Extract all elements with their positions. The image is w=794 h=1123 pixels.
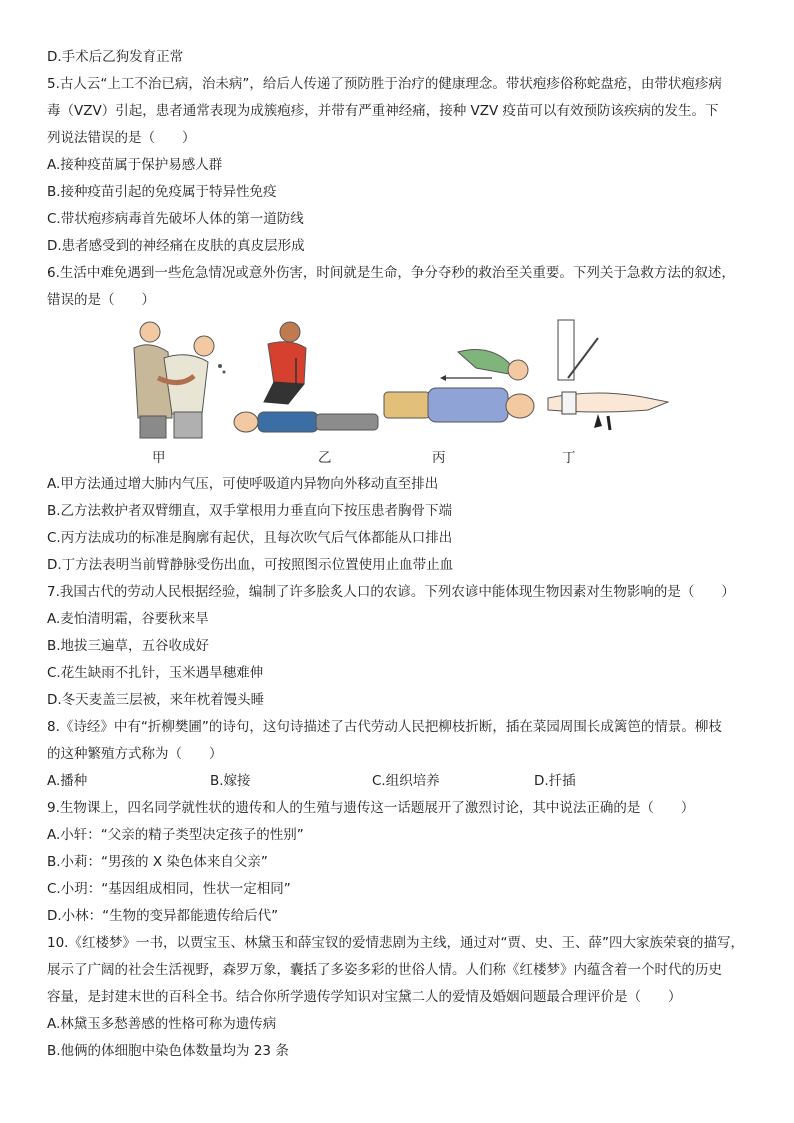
figure-label-yi: 乙 bbox=[318, 450, 332, 466]
q6-option-c: C.丙方法成功的标准是胸廓有起伏，且每次吹气后气体都能从口排出 bbox=[47, 530, 453, 546]
q5-option-c: C.带状疱疹病毒首先破坏人体的第一道防线 bbox=[47, 211, 304, 227]
q6-stem-line-1: 6.生活中难免遇到一些危急情况或意外伤害，时间就是生命，争分夺秒的救治至关重要。下列关于急救方法的叙述， bbox=[47, 265, 735, 281]
q8-option-d: D.扦插 bbox=[534, 773, 576, 789]
cpr-illustration bbox=[234, 322, 378, 432]
q7-stem-line-1: 7.我国古代的劳动人民根据经验，编制了许多脍炙人口的农谚。下列农谚中能体现生物因素对生物影响的是（ ） bbox=[47, 584, 735, 600]
q10-stem-line-1: 10.《红楼梦》一书，以贾宝玉、林黛玉和薛宝钗的爱情悲剧为主线，通过对“贾、史、王、薛”四大家族荣衰的描写， bbox=[47, 935, 744, 951]
q9-option-a: A.小轩：“父亲的精子类型决定孩子的性别” bbox=[47, 827, 304, 843]
q8-stem-line-1: 8.《诗经》中有“折柳樊圃”的诗句，这句诗描述了古代劳动人民把柳枝折断，插在菜园周围长成篱笆的情景。柳枝 bbox=[47, 719, 722, 735]
figure-label-ding: 丁 bbox=[562, 450, 576, 466]
q9-stem-line-1: 9.生物课上，四名同学就性状的遗传和人的生殖与遗传这一话题展开了激烈讨论，其中说法正确的是（ ） bbox=[47, 800, 695, 816]
heimlich-illustration bbox=[134, 322, 226, 438]
q8-option-a: A.播种 bbox=[47, 773, 88, 789]
q10-stem-line-2: 展示了广阔的社会生活视野，森罗万象，囊括了多姿多彩的世俗人情。人们称《红楼梦》内蕴含着一个时代的历史 bbox=[47, 962, 722, 978]
q5-option-b: B.接种疫苗引起的免疫属于特异性免疫 bbox=[47, 184, 277, 200]
figure-label-bing: 丙 bbox=[432, 450, 446, 466]
q5-stem-line-3: 列说法错误的是（ ） bbox=[47, 130, 196, 146]
q5-option-d: D.患者感受到的神经痛在皮肤的真皮层形成 bbox=[47, 238, 305, 254]
rescue-breathing-illustration bbox=[384, 350, 534, 422]
q4-option-d: D.手术后乙狗发育正常 bbox=[47, 49, 184, 65]
q7-option-d: D.冬天麦盖三层被，来年枕着馒头睡 bbox=[47, 692, 265, 708]
q9-option-b: B.小莉：“男孩的 X 染色体来自父亲” bbox=[47, 854, 268, 870]
q8-stem-line-2: 的这种繁殖方式称为（ ） bbox=[47, 746, 223, 762]
q6-option-a: A.甲方法通过增大肺内气压，可使呼吸道内异物向外移动直至排出 bbox=[47, 476, 439, 492]
q6-option-d: D.丁方法表明当前臂静脉受伤出血，可按照图示位置使用止血带止血 bbox=[47, 557, 454, 573]
q8-option-c: C.组织培养 bbox=[372, 773, 440, 789]
q10-option-b: B.他俩的体细胞中染色体数量均为 23 条 bbox=[47, 1043, 289, 1059]
q9-option-d: D.小林：“生物的变异都能遗传给后代” bbox=[47, 908, 279, 924]
q7-option-b: B.地拔三遍草，五谷收成好 bbox=[47, 638, 210, 654]
q7-option-a: A.麦怕清明霜，谷要秋来旱 bbox=[47, 611, 209, 627]
q8-option-b: B.嫁接 bbox=[210, 773, 251, 789]
q9-option-c: C.小玥：“基因组成相同，性状一定相同” bbox=[47, 881, 291, 897]
q10-stem-line-3: 容量，是封建末世的百科全书。结合你所学遗传学知识对宝黛二人的爱情及婚姻问题最合理评价是（ ） bbox=[47, 989, 682, 1005]
q5-option-a: A.接种疫苗属于保护易感人群 bbox=[47, 157, 223, 173]
q7-option-c: C.花生缺雨不扎针，玉米遇旱穗难伸 bbox=[47, 665, 264, 681]
first-aid-figure bbox=[128, 318, 673, 440]
figure-label-jia: 甲 bbox=[152, 450, 166, 466]
q5-stem-line-2: 毒（VZV）引起，患者通常表现为成簇疱疹，并带有严重神经痛，接种 VZV 疫苗可以有效预防该疾病的发生。下 bbox=[47, 103, 719, 119]
tourniquet-illustration bbox=[548, 320, 668, 430]
first-aid-illustrations bbox=[128, 318, 673, 440]
q10-option-a: A.林黛玉多愁善感的性格可称为遗传病 bbox=[47, 1016, 277, 1032]
q6-stem-line-2: 错误的是（ ） bbox=[47, 292, 155, 308]
q6-option-b: B.乙方法救护者双臂绷直，双手掌根用力垂直向下按压患者胸骨下端 bbox=[47, 503, 453, 519]
q5-stem-line-1: 5.古人云“上工不治已病，治未病”，给后人传递了预防胜于治疗的健康理念。带状疱疹俗称蛇盘疮，由带状疱疹病 bbox=[47, 76, 722, 92]
